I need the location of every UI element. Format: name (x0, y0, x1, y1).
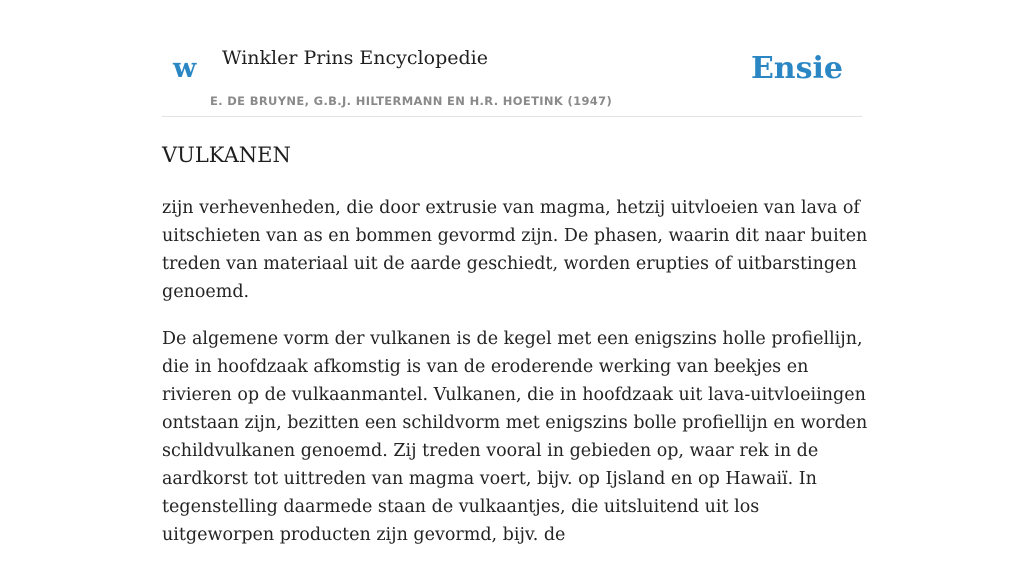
encyclopedia-authors: E. DE BRUYNE, G.B.J. HILTERMANN EN H.R. HOETINK (1947) (210, 94, 613, 108)
encyclopedia-title[interactable]: Winkler Prins Encyclopedie (222, 47, 488, 69)
article-title: VULKANEN (162, 143, 291, 167)
article-paragraph: De algemene vorm der vulkanen is de kegel met een enigszins holle profiellijn, die in hoofdzaak afkomstig is van de eroderende werking van beekjes en rivieren op de vulkaanmantel. Vulkanen, die in hoofdzaak uit lava-uitvloeiingen ontstaan zijn, bezitten een schildvorm met enigszins bolle profiellijn en worden schildvulkanen genoemd. Zij treden vooral in gebieden op, waar rek in de aardkorst tot uittreden van magma voert, bijv. op Ijsland en op Hawaiï. In tegenstelling daarmede staan de vulkaantjes, die uitsluitend uit los uitgeworpen producten zijn gevormd, bijv. de (162, 329, 868, 545)
article-body (162, 138, 872, 568)
page-header (162, 0, 862, 117)
ensie-brand-logo[interactable]: Ensie (750, 51, 843, 86)
article-paragraph: zijn verhevenheden, die door extrusie van magma, hetzij uitvloeien van lava of uitschieten van as en bommen gevormd zijn. De phasen, waarin dit naar buiten treden van materiaal uit de aarde geschiedt, worden erupties of uitbarstingen genoemd. (162, 198, 868, 302)
winkler-prins-logo[interactable]: w (173, 53, 197, 84)
